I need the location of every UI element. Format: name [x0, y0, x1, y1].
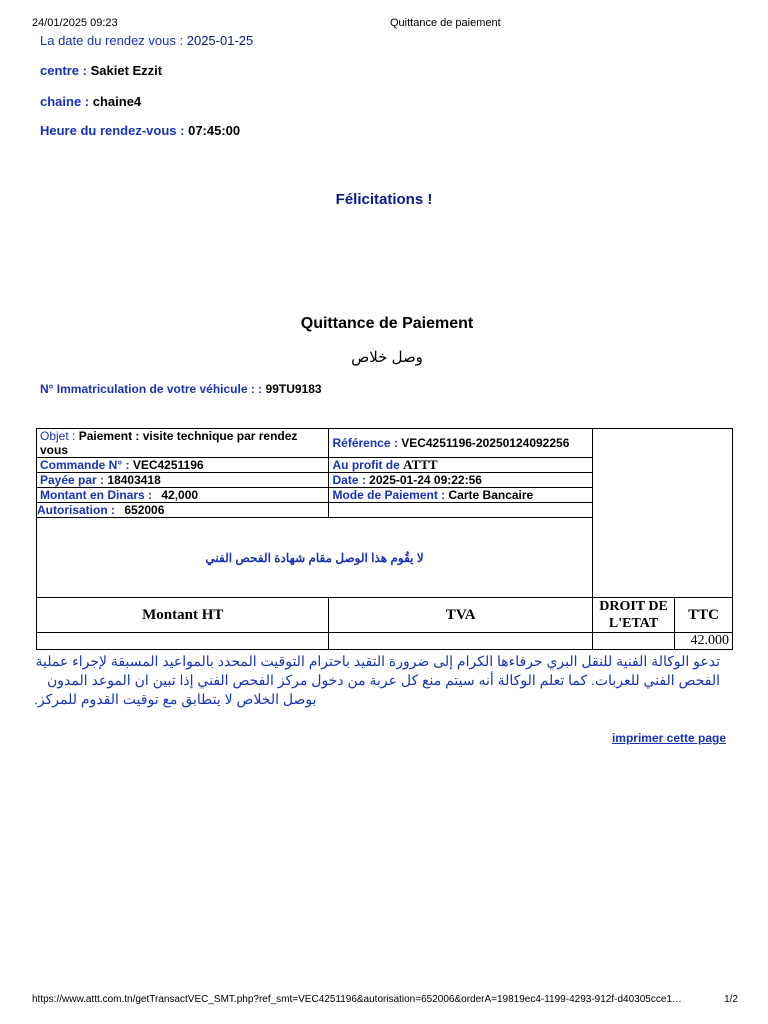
- date-value: 2025-01-24 09:22:56: [369, 473, 482, 487]
- heure-label: Heure du rendez-vous :: [40, 123, 185, 138]
- reference-value: VEC4251196-20250124092256: [401, 436, 570, 450]
- print-page-link[interactable]: imprimer cette page: [611, 731, 726, 745]
- commande-value: VEC4251196: [132, 458, 204, 472]
- appointment-centre: [40, 63, 162, 78]
- table-row: [37, 429, 733, 458]
- tva-value: [329, 633, 593, 650]
- notice-ar: لا يقُوم هذا الوصل مقام شهادة الفحص الفني: [205, 550, 424, 565]
- col-droit-etat: DROIT DE L'ETAT: [593, 598, 675, 633]
- profit-label: Au profit de: [332, 458, 400, 472]
- print-link-wrap: [612, 729, 726, 747]
- appointment-date-label: La date du rendez vous :: [40, 33, 184, 48]
- reference-label: Référence :: [332, 436, 398, 450]
- autorisation-value: 652006: [124, 503, 165, 517]
- objet-label: Objet :: [40, 429, 76, 443]
- mode-label: Mode de Paiement :: [332, 488, 446, 502]
- reference-cell: [329, 429, 593, 458]
- payee-label: Payée par :: [40, 473, 105, 487]
- heure-value: 07:45:00: [188, 123, 241, 138]
- profit-cell: [329, 458, 593, 473]
- appointment-chaine: [40, 94, 141, 109]
- immat-value: 99TU9183: [265, 382, 322, 396]
- chaine-label: chaine :: [40, 94, 90, 109]
- immatriculation: [40, 382, 322, 396]
- objet-cell: [37, 429, 329, 458]
- print-datetime: 24/01/2025 09:23: [32, 17, 118, 29]
- col-ttc: TTC: [675, 598, 733, 633]
- payee-cell: [37, 473, 329, 488]
- blank-side-cell: [593, 429, 733, 598]
- receipt-table: [36, 428, 733, 650]
- col-montant-ht: Montant HT: [37, 598, 329, 633]
- footer-notice-line-1: تدعو الوكالة الفنية للنقل البري حرفاءها الكرام إلى ضرورة التقيد باحترام التوقيت المحدد بالمواعيد المسبقة لإجراء عملية الفحص الفني للعربات. كما تعلم الوكالة أنه سيتم منع كل عربة من دخول مركز الفحص الفني إذا تبين ان الموعد المدون: [35, 653, 720, 688]
- print-page-title: Quittance de paiement: [390, 17, 501, 29]
- receipt-title-ar: وصل خلاص: [351, 349, 423, 366]
- ttc-value: 42.000: [675, 633, 733, 650]
- centre-value: Sakiet Ezzit: [90, 63, 163, 78]
- empty-cell: [329, 503, 593, 518]
- receipt-title: Quittance de Paiement: [300, 315, 474, 332]
- print-page-number: 1/2: [724, 994, 738, 1005]
- appointment-date-value: 2025-01-25: [186, 33, 254, 48]
- autorisation-label: Autorisation :: [37, 503, 115, 517]
- print-url: https://www.attt.com.tn/getTransactVEC_SMT.php?ref_smt=VEC4251196&autorisation=652006&orderA=19819ec4-1199-4293-912f-d40305cce1…: [32, 994, 682, 1005]
- ht-value: [37, 633, 329, 650]
- autorisation-cell: [37, 503, 329, 518]
- congrats-message: Félicitations !: [335, 191, 433, 208]
- footer-notice-ar: [34, 652, 720, 709]
- col-tva: TVA: [329, 598, 593, 633]
- objet-value: Paiement : visite technique par rendez vous: [40, 429, 298, 457]
- commande-cell: [37, 458, 329, 473]
- montant-cell: [37, 488, 329, 503]
- mode-value: Carte Bancaire: [448, 488, 534, 502]
- appointment-date: [40, 33, 253, 48]
- footer-notice-line-2: بوصل الخلاص لا يتطابق مع توقيت القدوم للمركز.: [34, 691, 317, 707]
- table-header-row: [37, 598, 733, 633]
- mode-cell: [329, 488, 593, 503]
- centre-label: centre :: [40, 63, 87, 78]
- date-cell: [329, 473, 593, 488]
- montant-label: Montant en Dinars :: [40, 488, 153, 502]
- chaine-value: chaine4: [92, 94, 142, 109]
- date-label: Date :: [332, 473, 366, 487]
- droit-value: [593, 633, 675, 650]
- table-row: [37, 633, 733, 650]
- montant-value: 42,000: [161, 488, 199, 502]
- commande-label: Commande N° :: [40, 458, 130, 472]
- notice-cell: [37, 518, 593, 598]
- immat-label: N° Immatriculation de votre véhicule : :: [40, 382, 263, 396]
- payee-value: 18403418: [107, 473, 161, 487]
- profit-value: ATTT: [403, 457, 438, 472]
- appointment-heure: [40, 123, 240, 138]
